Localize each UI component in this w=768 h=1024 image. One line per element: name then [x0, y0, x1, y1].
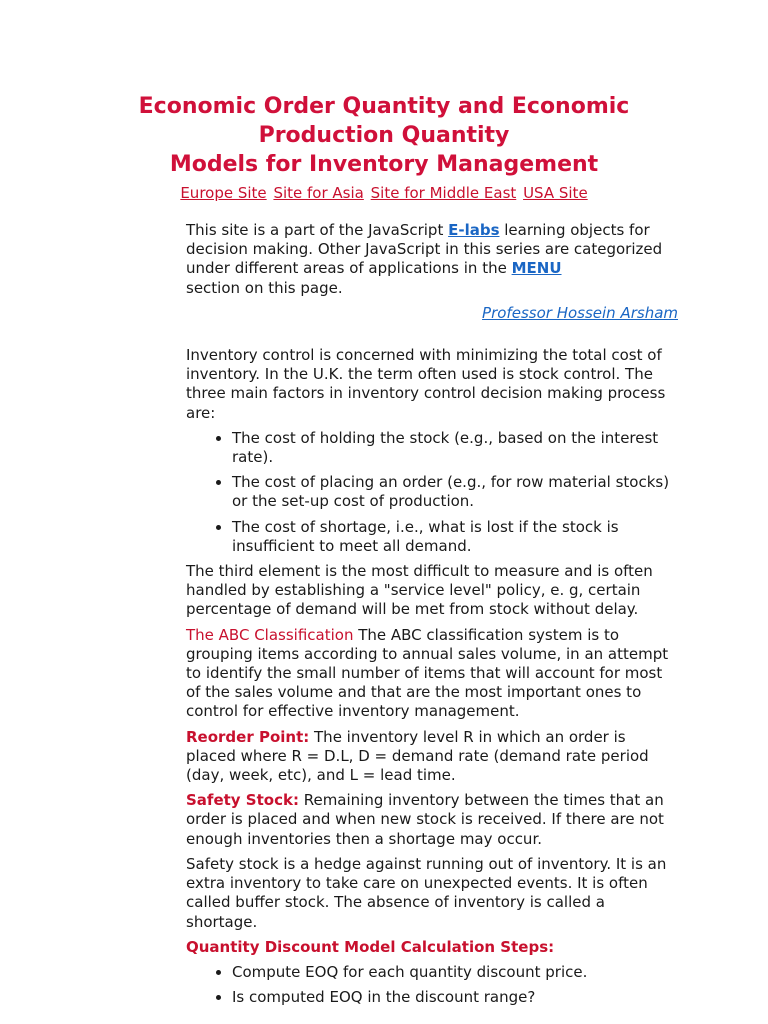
intro-text-2: learning objects for decision making. Other JavaScript in this series are categorized under different areas of applications in the: [186, 221, 663, 278]
asia-site-link[interactable]: Site for Asia: [273, 184, 364, 202]
title-line-2: Production Quantity: [258, 123, 510, 148]
abc-paragraph: [186, 626, 678, 722]
reorder-label: Reorder Point:: [186, 727, 310, 746]
author-line: [186, 304, 678, 323]
title-line-1: Economic Order Quantity and Economic: [138, 94, 630, 119]
reorder-text: The inventory level R in which an order is placed where R = D.L, D = demand rate (demand rate period (day, week, etc), and L = lead time.: [186, 727, 649, 785]
author-link[interactable]: Professor Hossein Arsham: [482, 303, 678, 322]
list-item: • Compute EOQ for each quantity discount price.: [232, 963, 678, 982]
europe-site-link[interactable]: Europe Site: [180, 184, 267, 202]
title-line-3: Models for Inventory Management: [169, 152, 599, 177]
discount-heading: Quantity Discount Model Calculation Steps:: [186, 937, 555, 956]
list-item: • Is computed EOQ in the discount range?: [232, 988, 678, 1007]
list-item: • The cost of shortage, i.e., what is lost if the stock is insufficient to meet all demand.: [232, 518, 678, 556]
middle-east-site-link[interactable]: Site for Middle East: [370, 184, 517, 202]
site-links: [0, 183, 768, 203]
intro-text-1: This site is a part of the JavaScript: [186, 221, 449, 239]
safety-text: Remaining inventory between the times that an order is placed and when new stock is received. If there are not enough inventories then a shortage may occur.: [186, 791, 664, 848]
main-content: [186, 221, 678, 1013]
inventory-intro: Inventory control is concerned with minimizing the total cost of inventory. In the U.K. the term often used is stock control. The three main factors in inventory control decision making process are:: [186, 346, 666, 422]
list-item: • The cost of placing an order (e.g., for row material stocks) or the set-up cost of production.: [232, 473, 678, 511]
intro-paragraph: [186, 221, 678, 298]
third-element-paragraph: The third element is the most difficult to measure and is often handled by establishing a "service level" policy, e. g, certain percentage of demand will be met from stock without delay.: [186, 562, 653, 619]
safety-hedge-paragraph: Safety stock is a hedge against running out of inventory. It is an extra inventory to take care on unexpected events. It is often called buffer stock. The absence of inventory is called a shortage.: [186, 854, 667, 931]
reorder-paragraph: [186, 728, 678, 786]
abc-text: The ABC classification system is to grouping items according to annual sales volume, in an attempt to identify the small number of items that will account for most of the sales volume and that are the most important ones to control for effective inventory management.: [186, 625, 669, 721]
factors-list: [186, 429, 678, 556]
usa-site-link[interactable]: USA Site: [523, 184, 588, 202]
list-item: • The cost of holding the stock (e.g., based on the interest rate).: [232, 429, 678, 467]
abc-label: The ABC Classification: [186, 625, 354, 644]
discount-steps-list: [186, 963, 678, 1007]
intro-text-3: section on this page.: [186, 278, 343, 297]
section-spacer: [186, 329, 678, 346]
safety-label: Safety Stock:: [186, 791, 299, 810]
elabs-link[interactable]: E-labs: [448, 221, 500, 239]
menu-link[interactable]: MENU: [511, 259, 562, 278]
safety-paragraph: [186, 791, 678, 849]
page-title: [0, 92, 768, 179]
